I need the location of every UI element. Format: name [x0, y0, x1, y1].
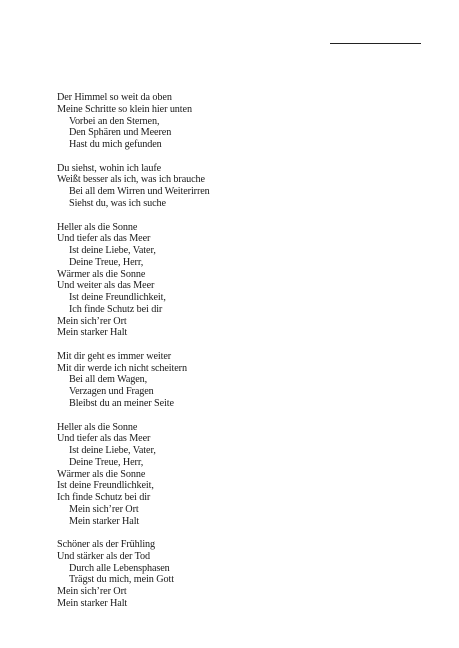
lyric-line: Deine Treue, Herr,	[69, 256, 144, 268]
lyric-line: Bei all dem Wirren und Weiterirren	[69, 186, 210, 198]
lyric-line: Ist deine Liebe, Vater,	[69, 445, 156, 457]
stanza-1	[57, 92, 437, 151]
lyric-line: Durch alle Lebensphasen	[69, 562, 170, 574]
lyric-line: Den Sphären und Meeren	[69, 127, 172, 139]
lyric-line: Vorbei an den Sternen,	[69, 115, 160, 127]
song-lyrics	[57, 92, 437, 622]
lyric-line: Trägst du mich, mein Gott	[69, 574, 174, 586]
lyric-line: Ich finde Schutz bei dir	[57, 492, 151, 504]
lyric-line: Mein sich’rer Ort	[57, 315, 127, 327]
lyric-line: Mein starker Halt	[69, 515, 140, 527]
lyric-line: Meine Schritte so klein hier unten	[57, 103, 192, 115]
stanza-5	[57, 422, 437, 528]
lyric-line: Weißt besser als ich, was ich brauche	[57, 174, 205, 186]
stanza-2	[57, 163, 437, 210]
lyric-line: Siehst du, was ich suche	[69, 197, 166, 209]
lyric-line: Mit dir werde ich nicht scheitern	[57, 362, 187, 374]
lyric-line: Ist deine Freundlichkeit,	[57, 480, 154, 492]
lyric-line: Heller als die Sonne	[57, 421, 138, 433]
header-rule	[330, 43, 421, 44]
stanza-6	[57, 539, 437, 610]
lyric-line: Mein starker Halt	[57, 327, 128, 339]
lyric-line: Ist deine Freundlichkeit,	[69, 292, 166, 304]
lyric-line: Ich finde Schutz bei dir	[69, 303, 163, 315]
lyric-line: Mein sich’rer Ort	[69, 503, 139, 515]
lyric-line: Wärmer als die Sonne	[57, 468, 146, 480]
lyric-line: Bleibst du an meiner Seite	[69, 397, 174, 409]
lyric-line: Hast du mich gefunden	[69, 139, 162, 150]
lyric-line: Mein sich’rer Ort	[57, 586, 127, 598]
lyric-line: Ist deine Liebe, Vater,	[69, 245, 156, 257]
lyric-line: Mit dir geht es immer weiter	[57, 350, 172, 362]
lyric-line: Schöner als der Frühling	[57, 539, 156, 551]
stanza-3	[57, 222, 437, 340]
lyric-line: Und weiter als das Meer	[57, 280, 155, 292]
lyric-line: Wärmer als die Sonne	[57, 268, 146, 280]
lyric-line: Bei all dem Wagen,	[69, 374, 148, 386]
lyric-line: Und tiefer als das Meer	[57, 433, 151, 445]
lyric-line: Deine Treue, Herr,	[69, 456, 144, 468]
lyric-line: Heller als die Sonne	[57, 221, 138, 233]
lyric-line: Der Himmel so weit da oben	[57, 92, 172, 103]
lyric-line: Und stärker als der Tod	[57, 550, 150, 562]
lyric-line: Und tiefer als das Meer	[57, 233, 151, 245]
lyric-line: Mein starker Halt	[57, 597, 128, 609]
lyric-line: Du siehst, wohin ich laufe	[57, 162, 162, 174]
stanza-4	[57, 351, 437, 410]
lyric-line: Verzagen und Fragen	[69, 386, 154, 398]
